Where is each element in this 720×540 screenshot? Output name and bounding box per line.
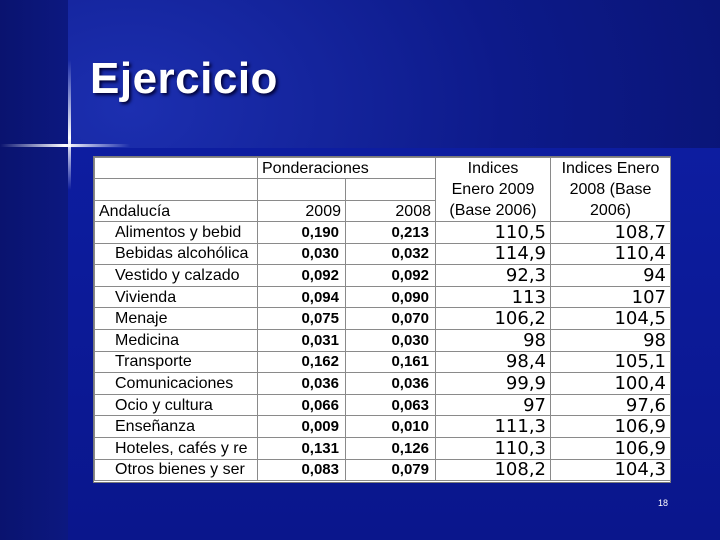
weight-2009-cell: 0,190 <box>258 222 346 244</box>
page-number: 18 <box>658 498 669 508</box>
sparkle-vertical <box>68 60 71 190</box>
table-row <box>95 459 671 481</box>
weight-2009-cell: 0,162 <box>258 351 346 373</box>
index-2008-cell: 104,5 <box>551 308 671 330</box>
header-blank-cell <box>346 179 436 200</box>
category-cell: Hoteles, cafés y re <box>95 437 258 459</box>
weight-2009-cell: 0,075 <box>258 308 346 330</box>
category-cell: Bebidas alcohólica <box>95 243 258 265</box>
category-cell: Alimentos y bebid <box>95 222 258 244</box>
category-cell: Vestido y calzado <box>95 265 258 287</box>
header-row-1 <box>95 158 671 179</box>
index-2008-cell: 94 <box>551 265 671 287</box>
index-2008-cell: 97,6 <box>551 394 671 416</box>
weight-2008-cell: 0,090 <box>346 286 436 308</box>
table-row <box>95 308 671 330</box>
weight-2009-cell: 0,131 <box>258 437 346 459</box>
table-row <box>95 243 671 265</box>
region-label: Andalucía <box>95 200 258 221</box>
data-table <box>94 157 671 481</box>
indices-2009-header <box>436 158 551 222</box>
table-row <box>95 351 671 373</box>
category-cell: Menaje <box>95 308 258 330</box>
weight-2008-cell: 0,161 <box>346 351 436 373</box>
left-panel <box>0 0 68 540</box>
weight-2009-cell: 0,092 <box>258 265 346 287</box>
weight-2008-cell: 0,079 <box>346 459 436 481</box>
category-cell: Vivienda <box>95 286 258 308</box>
index-2009-cell: 98 <box>436 329 551 351</box>
index-2009-cell: 114,9 <box>436 243 551 265</box>
weight-2008-cell: 0,070 <box>346 308 436 330</box>
indices-2009-header-line1: Indices <box>467 160 519 177</box>
weight-2009-cell: 0,030 <box>258 243 346 265</box>
category-cell: Ocio y cultura <box>95 394 258 416</box>
index-2008-cell: 104,3 <box>551 459 671 481</box>
indices-2008-header-line3: 2006) <box>590 202 631 219</box>
weight-2009-cell: 0,031 <box>258 329 346 351</box>
weight-2009-header: 2009 <box>258 200 346 221</box>
index-2009-cell: 92,3 <box>436 265 551 287</box>
index-2008-cell: 110,4 <box>551 243 671 265</box>
weight-2008-cell: 0,010 <box>346 416 436 438</box>
indices-2009-header-line3: (Base 2006) <box>449 202 537 219</box>
weight-2008-cell: 0,092 <box>346 265 436 287</box>
indices-2008-header-line2: 2008 (Base <box>569 181 652 198</box>
table-row <box>95 222 671 244</box>
weight-2008-cell: 0,036 <box>346 373 436 395</box>
table-row <box>95 286 671 308</box>
weight-2008-cell: 0,030 <box>346 329 436 351</box>
header-blank-cell <box>95 158 258 179</box>
table-row <box>95 265 671 287</box>
header-blank-cell <box>258 179 346 200</box>
data-table-container <box>93 156 671 483</box>
table-row <box>95 329 671 351</box>
table-row <box>95 416 671 438</box>
table-row <box>95 437 671 459</box>
slide-title: Ejercicio <box>90 54 278 103</box>
index-2008-cell: 105,1 <box>551 351 671 373</box>
index-2009-cell: 113 <box>436 286 551 308</box>
category-cell: Comunicaciones <box>95 373 258 395</box>
sparkle-horizontal <box>0 144 130 147</box>
weight-2008-cell: 0,032 <box>346 243 436 265</box>
index-2008-cell: 107 <box>551 286 671 308</box>
index-2009-cell: 98,4 <box>436 351 551 373</box>
weight-2008-cell: 0,126 <box>346 437 436 459</box>
index-2009-cell: 106,2 <box>436 308 551 330</box>
ponderaciones-header: Ponderaciones <box>258 158 436 179</box>
weight-2008-cell: 0,063 <box>346 394 436 416</box>
category-cell: Enseñanza <box>95 416 258 438</box>
index-2008-cell: 98 <box>551 329 671 351</box>
table-row <box>95 373 671 395</box>
category-cell: Medicina <box>95 329 258 351</box>
weight-2008-cell: 0,213 <box>346 222 436 244</box>
table-row <box>95 394 671 416</box>
index-2009-cell: 99,9 <box>436 373 551 395</box>
index-2008-cell: 100,4 <box>551 373 671 395</box>
header-blank-cell <box>95 179 258 200</box>
weight-2009-cell: 0,094 <box>258 286 346 308</box>
indices-2008-header-line1: Indices Enero <box>561 160 660 177</box>
weight-2009-cell: 0,009 <box>258 416 346 438</box>
index-2008-cell: 106,9 <box>551 416 671 438</box>
index-2009-cell: 110,5 <box>436 222 551 244</box>
category-cell: Transporte <box>95 351 258 373</box>
index-2008-cell: 108,7 <box>551 222 671 244</box>
index-2009-cell: 111,3 <box>436 416 551 438</box>
index-2008-cell: 106,9 <box>551 437 671 459</box>
weight-2008-header: 2008 <box>346 200 436 221</box>
indices-2009-header-line2: Enero 2009 <box>451 181 535 198</box>
weight-2009-cell: 0,036 <box>258 373 346 395</box>
index-2009-cell: 97 <box>436 394 551 416</box>
category-cell: Otros bienes y ser <box>95 459 258 481</box>
weight-2009-cell: 0,083 <box>258 459 346 481</box>
indices-2008-header <box>551 158 671 222</box>
index-2009-cell: 108,2 <box>436 459 551 481</box>
index-2009-cell: 110,3 <box>436 437 551 459</box>
weight-2009-cell: 0,066 <box>258 394 346 416</box>
